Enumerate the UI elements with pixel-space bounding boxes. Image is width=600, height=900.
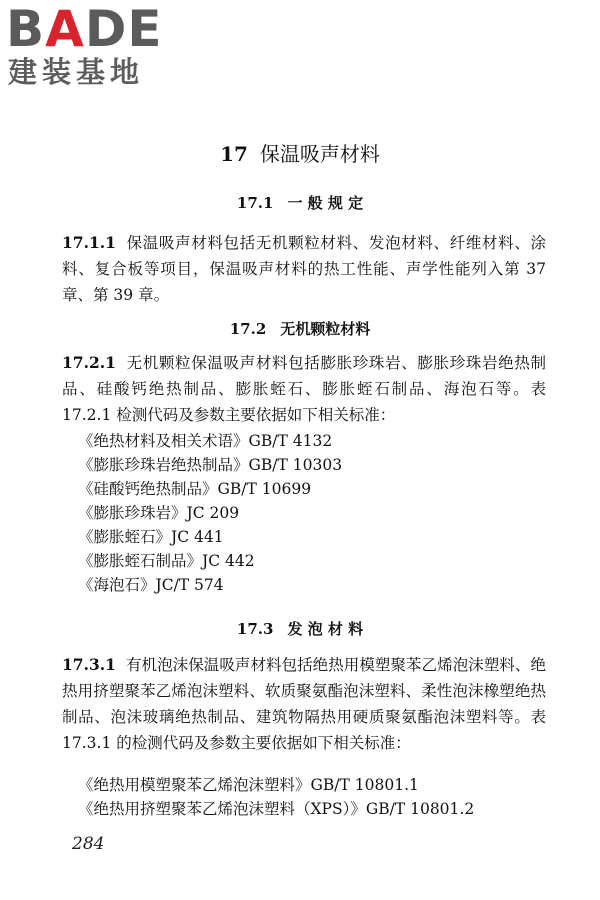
paragraph-17-2-1: 17.2.1 无机颗粒保温吸声材料包括膨胀珍珠岩、膨胀珍珠岩绝热制品、硅酸钙绝热制品、膨胀蛭石、膨胀蛭石制品、海泡石等。表 17.2.1 检测代码及参数主要依据如下相关标准：	[62, 353, 546, 424]
section-heading-17-1: 17.1 一 般 规 定	[236, 194, 364, 212]
standard-item: 《硅酸钙绝热制品》GB/T 10699	[78, 480, 312, 498]
chapter-number: 17	[220, 142, 248, 166]
standard-item: 《绝热材料及相关术语》GB/T 4132	[78, 432, 333, 450]
logo-wordmark: BADE	[6, 0, 163, 58]
standard-item: 《海泡石》JC/T 574	[78, 576, 224, 594]
standard-item: 《绝热用挤塑聚苯乙烯泡沫塑料（XPS）》GB/T 10801.2	[78, 800, 475, 818]
paragraph-17-3-1: 17.3.1 有机泡沫保温吸声材料包括绝热用模塑聚苯乙烯泡沫塑料、绝热用挤塑聚苯乙烯泡沫塑料、软质聚氨酯泡沫塑料、柔性泡沫橡塑绝热制品、泡沫玻璃绝热制品、建筑物隔热用硬质聚氨酯泡沫塑料等。表 17.3.1 的检测代码及参数主要依据如下相关标准：	[62, 655, 546, 752]
section-heading-17-3: 17.3 发 泡 材 料	[236, 620, 364, 638]
standards-list-17-3	[78, 773, 548, 821]
chapter-name: 保温吸声材料	[259, 142, 380, 166]
standard-item: 《膨胀珍珠岩绝热制品》GB/T 10303	[78, 456, 343, 474]
section-heading-17-2: 17.2 无机颗粒材料	[229, 320, 371, 338]
standard-item: 《膨胀蛭石》JC 441	[78, 528, 224, 546]
bade-logo	[6, 2, 176, 88]
standard-item: 《膨胀珍珠岩》JC 209	[78, 504, 240, 522]
standards-list-17-2	[78, 429, 548, 597]
logo-subtitle: 建装基地	[8, 55, 145, 89]
chapter-title	[0, 140, 600, 168]
page-number: 284	[72, 834, 105, 854]
standard-item: 《绝热用模塑聚苯乙烯泡沫塑料》GB/T 10801.1	[78, 776, 419, 794]
standard-item: 《膨胀蛭石制品》JC 442	[78, 552, 255, 570]
paragraph-17-1-1: 17.1.1 保温吸声材料包括无机颗粒材料、发泡材料、纤维材料、涂料、复合板等项目，保温吸声材料的热工性能、声学性能列入第 37 章、第 39 章。	[62, 233, 546, 304]
